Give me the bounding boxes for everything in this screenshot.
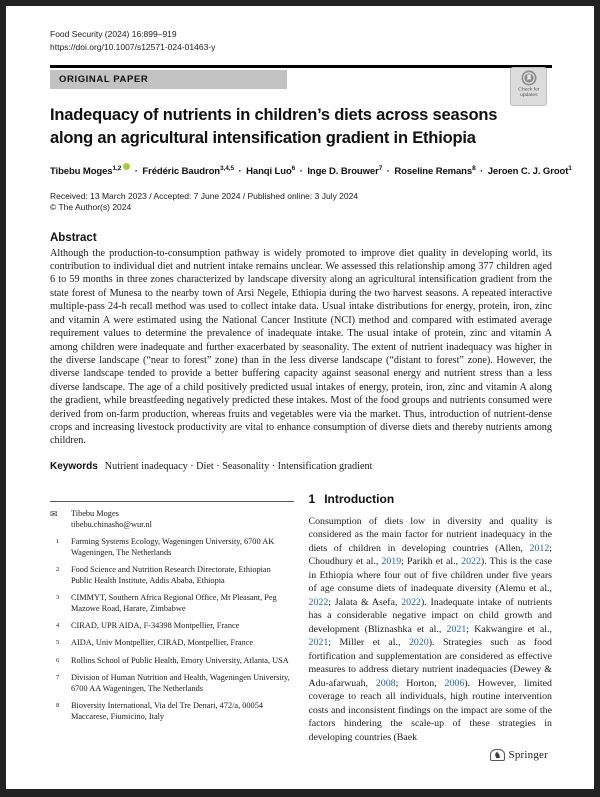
affiliation-item	[50, 537, 294, 559]
journal-citation: Food Security (2024) 16:899–919	[50, 29, 177, 39]
citation-year-link[interactable]: 2021	[446, 623, 467, 635]
article-title: Inadequacy of nutrients in children’s diets across seasons along an agricultural intensification gradient in Ethiopia	[50, 105, 498, 147]
springer-logo	[490, 749, 548, 761]
check-for-updates-label: Check for updates	[517, 87, 540, 98]
affiliation-item	[50, 621, 294, 632]
article-type-banner: ORIGINAL PAPER	[50, 70, 287, 89]
author-separator: ·	[132, 165, 141, 177]
affiliation-number: 6	[56, 656, 60, 664]
affiliation-item	[50, 638, 294, 649]
affiliation-number: 1	[56, 537, 60, 545]
affiliation-number: 2	[56, 565, 60, 573]
check-for-updates-badge[interactable]	[510, 67, 547, 106]
author-list	[50, 163, 572, 177]
citation-year-link[interactable]: 2022	[401, 596, 421, 608]
section-title: Introduction	[324, 491, 395, 506]
affiliation-number: 4	[56, 622, 60, 630]
citation-year-link[interactable]: 2012	[529, 542, 550, 554]
envelope-icon: ✉	[50, 508, 58, 519]
copyright-line: © The Author(s) 2024	[50, 201, 132, 212]
footnote-divider	[50, 501, 294, 502]
affiliation-item	[50, 673, 294, 695]
affiliation-number: 3	[56, 594, 60, 602]
left-column-footnotes	[50, 490, 294, 745]
affiliation-text: Farming Systems Ecology, Wageningen University, 6700 AK Wageningen, The Netherlands	[71, 536, 275, 557]
article-history-line: Received: 13 March 2023 / Accepted: 7 June 2024 / Published online: 3 July 2024	[50, 190, 359, 201]
affiliation-text: AIDA, Univ Montpellier, CIRAD, Montpellier, France	[71, 638, 254, 648]
introduction-text: Consumption of diets low in diversity and quality is considered as the main factor for nutrient inadequacy in the diets of children in developing countries (Allen, 2012; Choudhury et al., 2019; Parikh et al., 2022). This is the case in Ethiopia where four out of five children under five years of age consume diets of inadequate diversity (Alemu et al., 2022; Jalata & Asefa, 2022). Inadequate intake of nutrients has a considerable negative impact on child growth and development (Bliznashka et al., 2021; Kakwangire et al., 2021; Miller et al., 2020). Strategies such as food fortification and supplementation are considered as effective measures to address dietary nutrient inadequacies (Dewey & Adu-afarwuah, 2008; Horton, 2006). However, limited coverage to reach all individuals, high routine intervention costs and inconsistent findings on the impact are some of the factors hindering the scale-up of these strategies in developing countries (Baek	[308, 515, 552, 743]
citation-year-link[interactable]: 2021	[308, 637, 329, 649]
keywords-line	[50, 461, 552, 472]
affiliation-number: 7	[56, 674, 60, 682]
author-separator: ·	[235, 165, 245, 177]
header-rule	[50, 65, 552, 68]
affiliation-text: Rollins School of Public Health, Emory University, Atlanta, USA	[71, 655, 289, 665]
corresponding-author-email[interactable]: tibebu.chinasho@wur.nl	[71, 519, 152, 529]
affiliation-item	[50, 593, 294, 615]
abstract-heading: Abstract	[50, 231, 97, 244]
citation-year-link[interactable]: 2006	[444, 677, 465, 689]
correspondence-block	[50, 509, 294, 531]
author: Frédéric Baudron$^{3,4,5}$	[142, 164, 234, 177]
journal-header	[50, 28, 552, 54]
keywords-label: Keywords	[50, 460, 98, 472]
affiliation-text: Division of Human Nutrition and Health, Wageningen University, 6700 AA Wageningen, The Netherlands	[71, 673, 290, 693]
affiliation-item	[50, 565, 294, 587]
two-column-body	[50, 490, 552, 745]
affiliation-number: 8	[56, 702, 60, 710]
affiliation-number: 5	[56, 639, 60, 647]
springer-knight-icon: ♞	[490, 749, 504, 761]
springer-wordmark: Springer	[508, 749, 548, 761]
author-separator: ·	[297, 165, 306, 177]
citation-year-link[interactable]: 2008	[375, 677, 396, 689]
keywords-list: Nutrient inadequacy · Diet · Seasonality · Intensification gradient	[104, 460, 373, 472]
crossmark-icon	[521, 70, 537, 86]
affiliation-item	[50, 701, 294, 723]
author: Jeroen C. J. Groot$^1$	[487, 164, 572, 177]
citation-year-link[interactable]: 2020	[408, 637, 429, 649]
affiliation-text: Food Science and Nutrition Research Directorate, Ethiopian Public Health Institute, Addis Ababa, Ethiopia	[71, 564, 271, 585]
author: Tibebu Moges$^{1,2}$	[50, 166, 130, 177]
affiliation-list	[50, 537, 294, 723]
author-separator: ·	[477, 165, 486, 177]
corresponding-author-name: Tibebu Moges	[71, 508, 119, 518]
citation-year-link[interactable]: 2022	[461, 556, 481, 568]
right-column-introduction	[309, 490, 553, 745]
author: Roseline Remans$^8$	[394, 164, 476, 177]
section-number: 1	[308, 491, 316, 506]
author: Inge D. Brouwer$^7$	[307, 164, 383, 177]
author-separator: ·	[384, 165, 393, 177]
article-first-page	[6, 6, 594, 789]
affiliation-text: CIRAD, UPR AIDA, F-34398 Montpellier, France	[71, 621, 240, 631]
citation-year-link[interactable]: 2019	[381, 556, 402, 568]
affiliation-item	[50, 656, 294, 667]
author: Hanqi Luo$^6$	[246, 164, 296, 177]
doi-link[interactable]: https://doi.org/10.1007/s12571-024-01463-y	[50, 42, 216, 52]
introduction-heading	[309, 492, 553, 506]
affiliation-text: Bioversity International, Via del Tre Denari, 472/a, 00054 Maccarese, Fiumicino, Italy	[71, 701, 263, 721]
affiliation-text: CIMMYT, Southern Africa Regional Office, Mt Pleasant, Peg Mazowe Road, Harare, Zimbabwe	[71, 593, 277, 613]
abstract-text: Although the production-to-consumption pathway is widely promoted to improve diet quality in developing world, its contribution to individual diet and nutrient intake remains unclear. We assessed this relationship among 377 children aged 6 to 59 months in three zones characterized by landscape diversity along an agricultural intensification gradient from the state forest of Munesa to the nearby town of Arsi Negele, Ethiopia during the two harvest seasons. A repeated interactive multiple-pass 24-h recall method was used to collect intake data. Usual intake distributions for energy, protein, iron, zinc and vitamin A were estimated using the National Cancer Institute (NCI) method and compared with estimated average requirement values to determine the prevalence of inadequate intake. The usual intake of protein, zinc and vitamin A among children were inadequate and further exacerbated by seasonality. The extent of nutrient inadequacy was higher in the diverse landscape (“near to forest” zone) than in the less diverse landscape (“distant to forest” zone). However, the diverse landscape tended to provide a better buffering capacity against seasonal energy and nutrient stress than a less diverse landscape. The age of a child positively predicted usual intakes of energy, protein, iron, zinc and vitamin A along the gradient, while breastfeeding negatively predicted these intakes. Most of the food groups and nutrients consumed were derived from on-farm production, whereas fruits and vegetables were via the market. Thus, introduction of nutrient-dense crops and increasing livestock productivity are vital to enhance consumption of diverse diets and thereby nutrients among children.	[50, 247, 552, 447]
citation-year-link[interactable]: 2022	[308, 596, 329, 608]
